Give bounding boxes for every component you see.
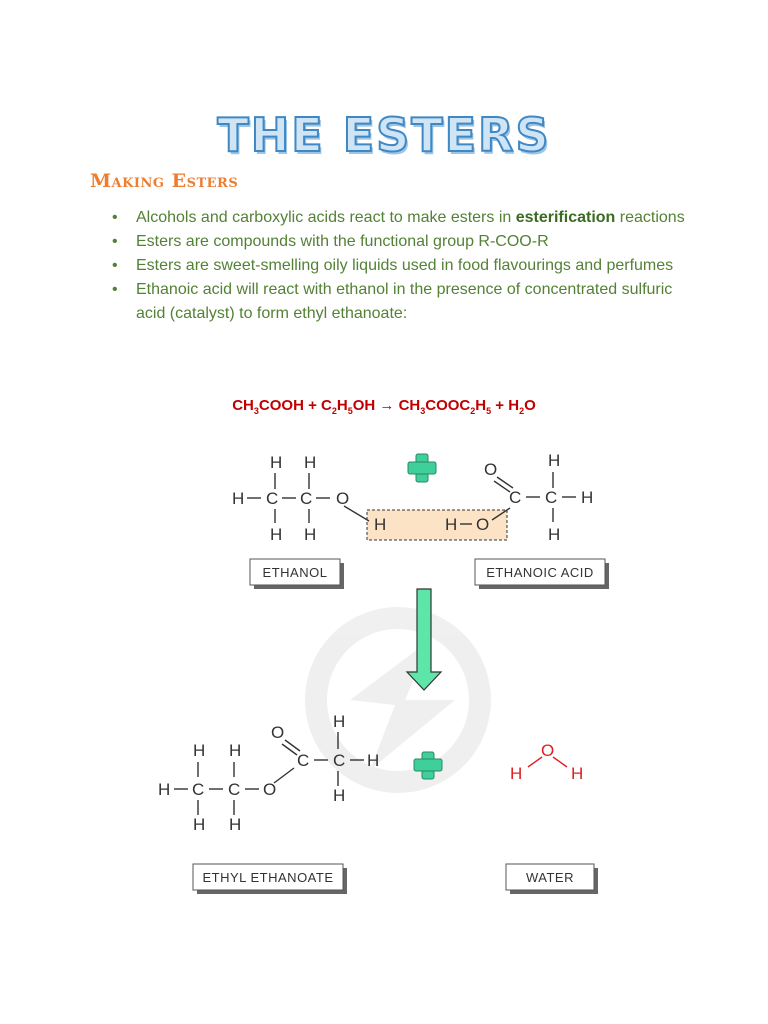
svg-text:O: O xyxy=(263,780,277,799)
svg-text:H: H xyxy=(571,764,584,783)
svg-text:H: H xyxy=(374,515,387,534)
svg-text:C: C xyxy=(228,780,241,799)
svg-text:H: H xyxy=(548,525,561,544)
esterification-equation: $CH_3COOH + C_2H_5OH$ → $CH_3COOC_2H_5 + H_2O$ xyxy=(232,397,536,416)
svg-text:ETHANOIC ACID: ETHANOIC ACID xyxy=(486,565,594,580)
svg-text:C: C xyxy=(192,780,205,799)
svg-text:H: H xyxy=(193,815,206,834)
svg-text:C: C xyxy=(509,488,522,507)
svg-text:ETHANOL: ETHANOL xyxy=(262,565,328,580)
svg-text:H: H xyxy=(581,488,594,507)
label-ethanol xyxy=(250,559,344,589)
svg-text:O: O xyxy=(484,460,498,479)
svg-text:C: C xyxy=(333,751,346,770)
page-title: THE ESTERS xyxy=(217,108,551,162)
svg-text:H: H xyxy=(304,525,317,544)
svg-text:H: H xyxy=(333,712,346,731)
svg-text:H: H xyxy=(548,451,561,470)
svg-text:H: H xyxy=(158,780,171,799)
esterification-term: esterification xyxy=(515,209,616,226)
svg-text:C: C xyxy=(300,489,313,508)
plus-icon xyxy=(408,454,436,482)
svg-text:H: H xyxy=(304,453,317,472)
svg-text:C: C xyxy=(266,489,279,508)
svg-text:C: C xyxy=(297,751,310,770)
svg-text:H: H xyxy=(229,741,242,760)
svg-text:H: H xyxy=(445,515,458,534)
svg-text:H: H xyxy=(193,741,206,760)
svg-text:H: H xyxy=(232,489,245,508)
svg-text:C: C xyxy=(545,488,558,507)
svg-text:O: O xyxy=(271,723,285,742)
svg-text:H: H xyxy=(333,786,346,805)
svg-text:O: O xyxy=(476,515,490,534)
list-item: • Esters are sweet-smelling oily liquids used in food flavourings and perfumes xyxy=(112,254,692,278)
ethanol-structure xyxy=(232,453,386,544)
svg-text:H: H xyxy=(510,764,523,783)
svg-text:O: O xyxy=(541,741,555,760)
water-molecule xyxy=(510,741,583,783)
svg-text:H: H xyxy=(270,453,283,472)
svg-text:H: H xyxy=(367,751,380,770)
label-ethanoic-acid xyxy=(475,559,609,589)
svg-text:WATER: WATER xyxy=(526,870,574,885)
list-item: • Alcohols and carboxylic acids react to make esters in esterification reactions xyxy=(112,206,692,230)
svg-text:H: H xyxy=(270,525,283,544)
label-ethyl-ethanoate xyxy=(193,864,347,894)
list-item: • Ethanoic acid will react with ethanol in the presence of concentrated sulfuric acid (catalyst) to form ethyl ethanoate: xyxy=(112,278,692,326)
label-water xyxy=(506,864,598,894)
list-item: • Esters are compounds with the functional group R-COO-R xyxy=(112,230,692,254)
svg-text:O: O xyxy=(336,489,350,508)
svg-text:H: H xyxy=(229,815,242,834)
svg-text:ETHYL ETHANOATE: ETHYL ETHANOATE xyxy=(202,870,334,885)
section-heading: Making Esters xyxy=(90,170,239,192)
